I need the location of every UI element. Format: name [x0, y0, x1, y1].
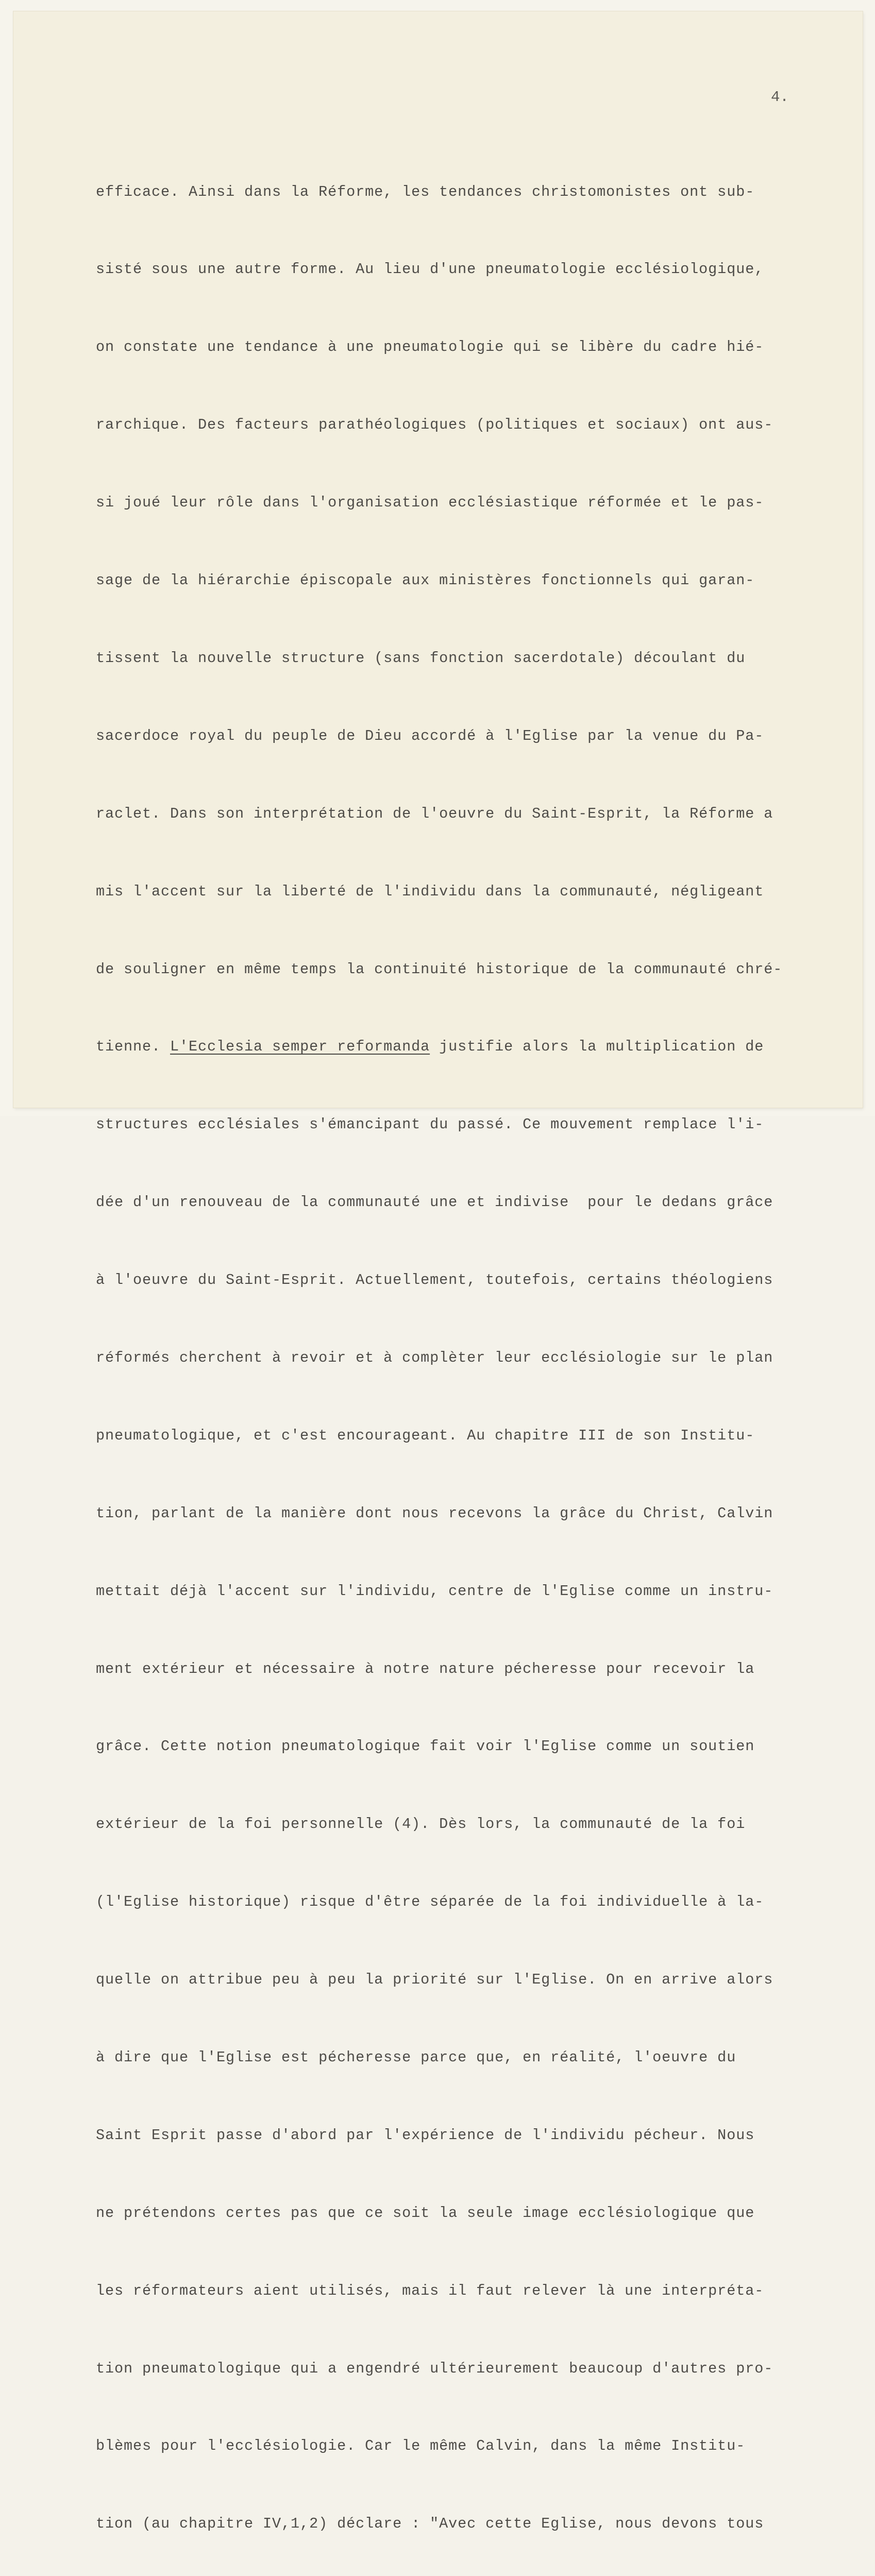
text-line: mettait déjà l'accent sur l'individu, centre de l'Eglise comme un instru- [96, 1582, 773, 1600]
text-line: extérieur de la foi personnelle (4). Dès lors, la communauté de la foi [96, 1816, 746, 1833]
text-line: sage de la hiérarchie épiscopale aux ministères fonctionnels qui garan- [96, 572, 755, 589]
text-line: structures ecclésiales s'émancipant du passé. Ce mouvement remplace l'i- [96, 1116, 764, 1133]
text-line: sisté sous une autre forme. Au lieu d'une pneumatologie ecclésiologique, [96, 261, 764, 278]
text-line [96, 1034, 848, 1060]
text-line: sacerdoce royal du peuple de Dieu accordé à l'Eglise par la venue du Pa- [96, 727, 764, 744]
text-line: blèmes pour l'ecclésiologie. Car le même Calvin, dans la même Institu- [96, 2437, 746, 2455]
text-line: grâce. Cette notion pneumatologique fait voir l'Eglise comme un soutien [96, 1738, 755, 1755]
text-line: ment extérieur et nécessaire à notre nature pécheresse pour recevoir la [96, 1660, 755, 1677]
text-line: de souligner en même temps la continuité historique de la communauté chré- [96, 960, 783, 978]
text-line: pneumatologique, et c'est encourageant. Au chapitre III de son Institu- [96, 1427, 755, 1444]
text-line: mis l'accent sur la liberté de l'individu dans la communauté, négligeant [96, 883, 764, 900]
text-line: dée d'un renouveau de la communauté une et indivise pour le dedans grâce [96, 1194, 773, 1211]
page-number: 4. [771, 89, 789, 106]
text-line: rarchique. Des facteurs parathéologiques (politiques et sociaux) ont aus- [96, 416, 773, 434]
text-line: raclet. Dans son interprétation de l'oeuvre du Saint-Esprit, la Réforme a [96, 805, 773, 822]
text-line: réformés cherchent à revoir et à complèter leur ecclésiologie sur le plan [96, 1349, 773, 1366]
text-line: à l'oeuvre du Saint-Esprit. Actuellement, toutefois, certains théologiens [96, 1272, 773, 1289]
text-line: tion (au chapitre IV,1,2) déclare : "Avec cette Eglise, nous devons tous [96, 2515, 764, 2533]
text-line: à dire que l'Eglise est pécheresse parce que, en réalité, l'oeuvre du [96, 2048, 736, 2066]
body-text [96, 127, 848, 2576]
text-line: efficace. Ainsi dans la Réforme, les tendances christomonistes ont sub- [96, 183, 755, 200]
underlined-phrase: L'Ecclesia semper reformanda [170, 1038, 430, 1056]
text-line: tion, parlant de la manière dont nous recevons la grâce du Christ, Calvin [96, 1504, 773, 1522]
text-line: tion pneumatologique qui a engendré ultérieurement beaucoup d'autres pro- [96, 2360, 773, 2377]
text-line: Saint Esprit passe d'abord par l'expérience de l'individu pécheur. Nous [96, 2126, 755, 2144]
text-line: (l'Eglise historique) risque d'être séparée de la foi individuelle à la- [96, 1893, 764, 1911]
text-segment: justifie alors la multiplication de [430, 1038, 764, 1056]
text-line: les réformateurs aient utilisés, mais il faut relever là une interpréta- [96, 2282, 764, 2299]
text-segment: tienne. [96, 1038, 171, 1056]
text-line: si joué leur rôle dans l'organisation ecclésiastique réformée et le pas- [96, 494, 764, 512]
text-line: tissent la nouvelle structure (sans fonction sacerdotale) découlant du [96, 649, 746, 667]
typewritten-page [13, 11, 863, 2533]
text-line: quelle on attribue peu à peu la priorité sur l'Eglise. On en arrive alors [96, 1971, 773, 1989]
text-line: on constate une tendance à une pneumatologie qui se libère du cadre hié- [96, 338, 764, 356]
text-line: ne prétendons certes pas que ce soit la seule image ecclésiologique que [96, 2204, 755, 2222]
